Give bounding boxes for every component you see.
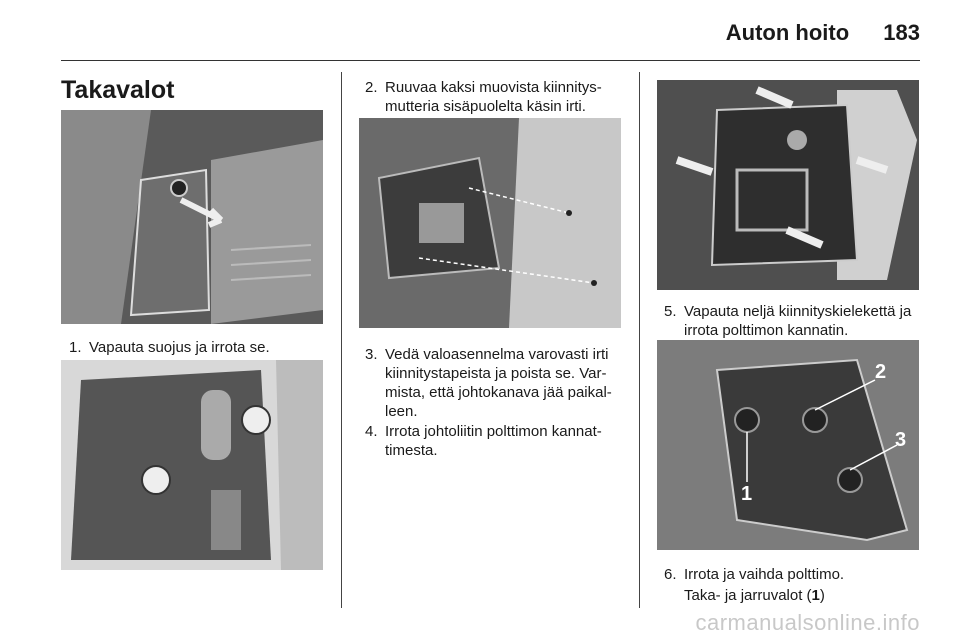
figure-bulb-holder	[657, 340, 919, 550]
step-2: 2. Ruuvaa kaksi muovista kiinnitys-mutteria sisäpuolelta käsin irti.	[365, 79, 602, 115]
figure-holder-tabs	[657, 80, 919, 290]
step-3: 3. Vedä valoasennelma varovasti irti kiinnitystapeista ja poista se. Var-mista, että johtokanava jää paikal-leen.	[365, 346, 612, 420]
column-divider-2	[639, 72, 640, 608]
callout-3: 3	[895, 429, 907, 451]
header-rule	[61, 60, 920, 61]
callout-1: 1	[741, 483, 753, 505]
step-6: 6. Irrota ja vaihda polttimo.	[664, 566, 845, 583]
figure-lamp-removal	[359, 118, 621, 328]
step-1: 1. Vapauta suojus ja irrota se.	[69, 339, 270, 356]
watermark: carmanualsonline.info	[695, 610, 920, 635]
column-divider-1	[341, 72, 342, 608]
section-title: Auton hoito	[725, 20, 850, 45]
figure-screws	[61, 360, 323, 570]
step-4: 4. Irrota johtoliitin polttimon kannat-timesta.	[365, 423, 602, 459]
callout-2: 2	[875, 361, 887, 383]
figure-trunk-cover	[61, 110, 323, 324]
sub-label-tail-brake: Taka- ja jarruvalot (1)	[684, 587, 825, 604]
page-number: 183	[883, 20, 920, 45]
page-header	[726, 20, 920, 46]
step-5: 5. Vapauta neljä kiinnityskielekettä ja irrota polttimon kannatin.	[664, 303, 912, 339]
page-title: Takavalot	[61, 76, 175, 104]
